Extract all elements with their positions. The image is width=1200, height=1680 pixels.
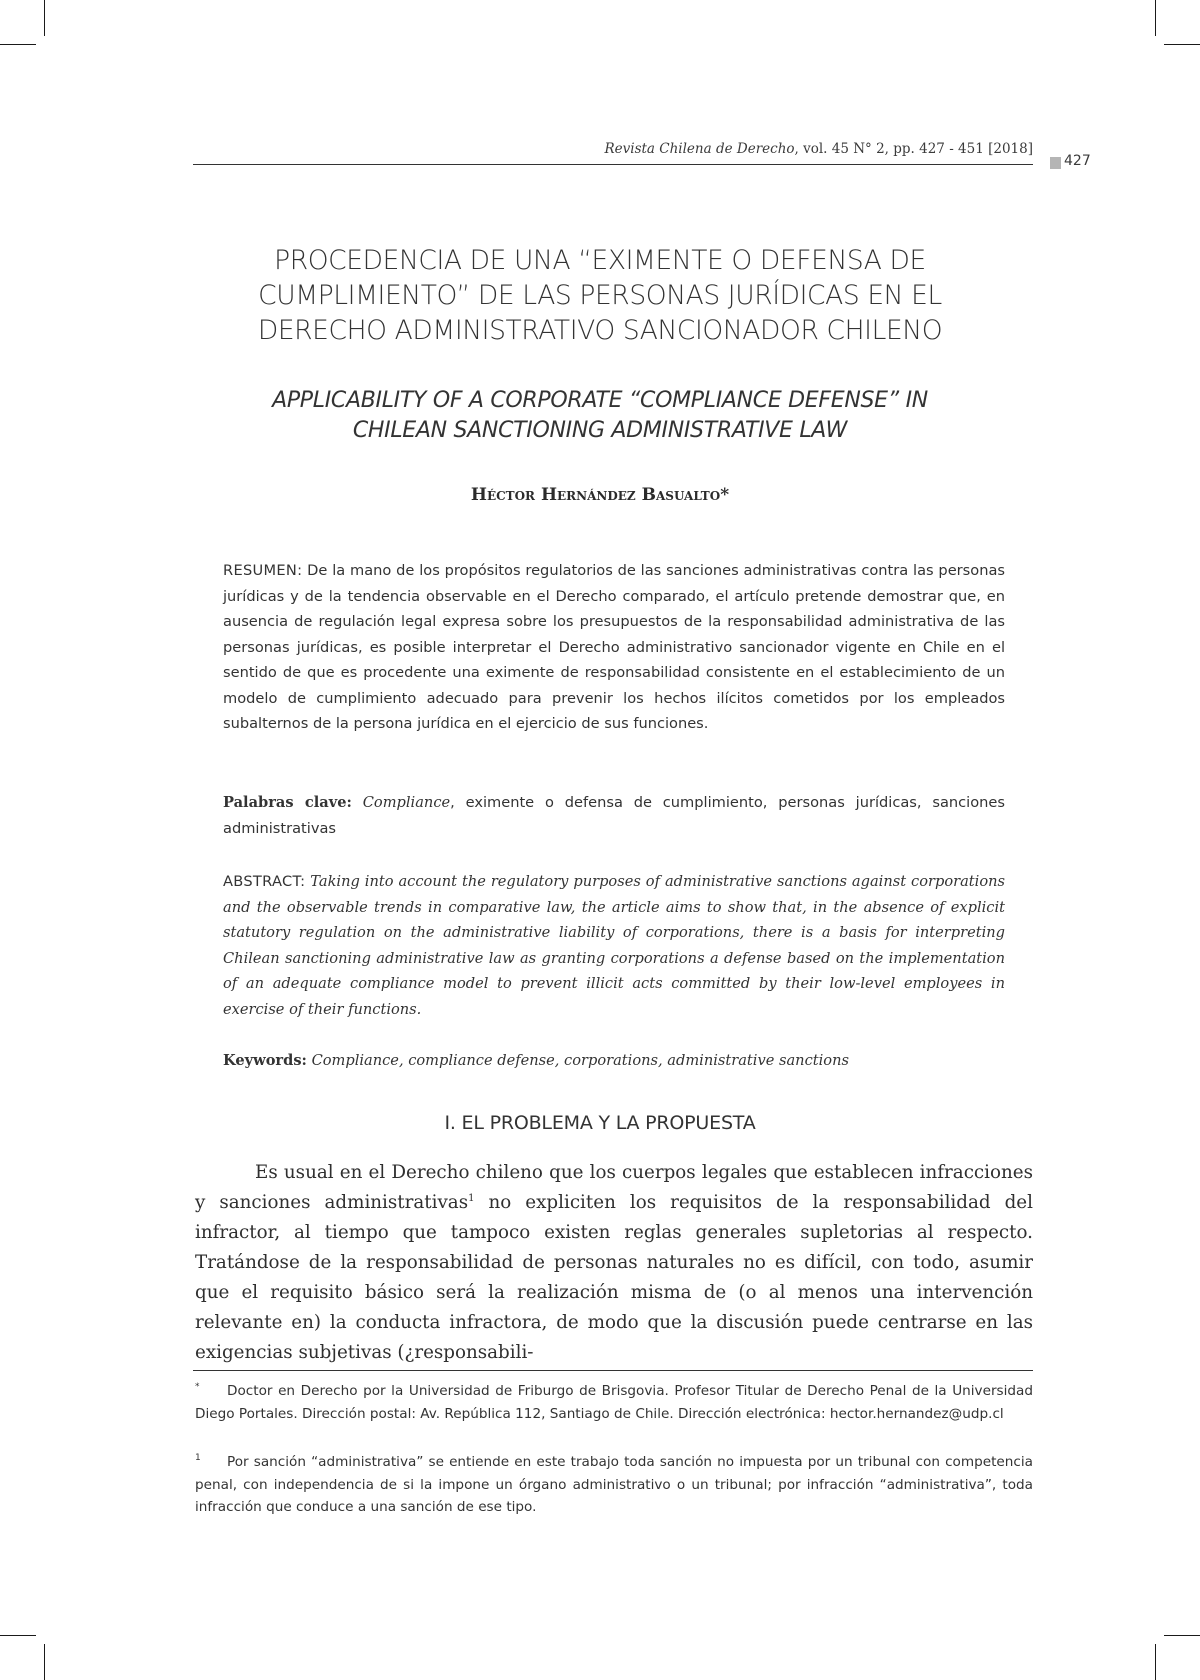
title-line: PROCEDENCIA DE UNA “EXIMENTE O DEFENSA DE <box>274 245 926 276</box>
title-line: DERECHO ADMINISTRATIVO SANCIONADOR CHILENO <box>257 315 943 346</box>
footnote <box>195 1380 1033 1425</box>
subtitle-line: CHILEAN SANCTIONING ADMINISTRATIVE LAW <box>352 418 848 443</box>
footnote-text: Doctor en Derecho por la Universidad de Friburgo de Brisgovia. Profesor Titular de Derecho Penal de la Universidad Diego Portales. Dirección postal: Av. República 112, Santiago de Chile. Dirección electrónica: hector.hernandez@udp.cl <box>195 1383 1033 1422</box>
section-heading: I. EL PROBLEMA Y LA PROPUESTA <box>444 1112 756 1134</box>
subtitle-line: APPLICABILITY OF A CORPORATE “COMPLIANCE DEFENSE” IN <box>272 388 928 413</box>
journal-name: Revista Chilena de Derecho <box>604 141 795 157</box>
palabras-clave <box>223 790 1005 841</box>
abstract-text: Taking into account the regulatory purposes of administrative sanctions against corporations and the observable trends in comparative law, the article aims to show that, in the absence of explicit statutory regulation on the administrative liability of corporations, there is a basis for interpreting Chilean sanctioning administrative law as granting corporations a defense based on the implementation of an adequate compliance model to prevent illicit acts committed by their low-level employees in exercise of their functions. <box>223 873 1005 1018</box>
resumen-text: De la mano de los propósitos regulatorios de las sanciones administrativas contra las personas jurídicas y de la tendencia observable en el Derecho comparado, el artículo pretende demostrar que, en ausencia de regulación legal expresa sobre los presupuestos de la responsabilidad administrativa de las personas jurídicas, es posible interpretar el Derecho administrativo sancionador vigente en Chile en el sentido de que es procedente una eximente de responsabilidad consistente en el establecimiento de un modelo de cumplimiento adecuado para prevenir los hechos ilícitos cometidos por los empleados subalternos de la persona jurídica en el ejercicio de sus funciones. <box>223 562 1005 732</box>
footnote-reference[interactable]: 1 <box>468 1192 475 1204</box>
crop-mark <box>1155 0 1156 36</box>
footnote-rule <box>193 1370 1033 1371</box>
crop-mark <box>0 44 36 45</box>
crop-mark <box>1164 44 1200 45</box>
keywords <box>223 1048 1005 1074</box>
crop-mark <box>1164 1635 1200 1636</box>
footnote-mark: 1 <box>195 1453 201 1463</box>
running-header <box>193 141 1033 157</box>
journal-citation: , vol. 45 N° 2, pp. 427 - 451 [2018] <box>794 141 1033 157</box>
article-title <box>150 243 1050 348</box>
abstract-label: ABSTRACT: <box>223 873 306 890</box>
page-marker-block <box>1050 157 1061 169</box>
footnote-mark: * <box>195 1382 200 1392</box>
palabras-clave-first: Compliance <box>362 794 451 811</box>
resumen-paragraph <box>223 558 1005 737</box>
crop-mark <box>44 1644 45 1680</box>
article-subtitle <box>150 386 1050 446</box>
keywords-label: Keywords: <box>223 1052 307 1069</box>
abstract-paragraph <box>223 869 1005 1022</box>
body-paragraph <box>195 1158 1033 1368</box>
resumen-label: RESUMEN: <box>223 562 303 579</box>
footnote-text: Por sanción “administrativa” se entiende en este trabajo toda sanción no impuesta por un tribunal con competencia penal, con independencia de si la impone un órgano administrativo o un tribunal; por infracción “administrativa”, toda infracción que conduce a una sanción de ese tipo. <box>195 1454 1033 1515</box>
keywords-text: Compliance, compliance defense, corporations, administrative sanctions <box>311 1052 849 1069</box>
palabras-clave-rest: , eximente o defensa de cumplimiento, personas jurídicas, sanciones administrativas <box>223 794 1006 837</box>
author-name: Héctor Hernández Basualto* <box>470 485 730 505</box>
crop-mark <box>44 0 45 36</box>
crop-mark <box>0 1635 36 1636</box>
body-text-part: no expliciten los requisitos de la responsabilidad del infractor, al tiempo que tampoco existen reglas generales supletorias al respecto. Tratándose de la responsabilidad de personas naturales no es difícil, con todo, asumir que el requisito básico será la realización misma de (o al menos una intervención relevante en) la conducta infractora, de modo que la discusión puede centrarse en las exigencias subjetivas (¿responsabili- <box>195 1192 1033 1363</box>
page-number: 427 <box>1064 153 1091 169</box>
title-line: CUMPLIMIENTO” DE LAS PERSONAS JURÍDICAS EN EL <box>258 280 942 311</box>
body-text-part: Es usual en el Derecho chileno que los cuerpos legales que establecen infracciones y sanciones administrativas <box>195 1162 1033 1213</box>
header-rule <box>193 164 1033 165</box>
footnote <box>195 1451 1033 1519</box>
palabras-clave-label: Palabras clave: <box>223 794 352 811</box>
crop-mark <box>1155 1644 1156 1680</box>
